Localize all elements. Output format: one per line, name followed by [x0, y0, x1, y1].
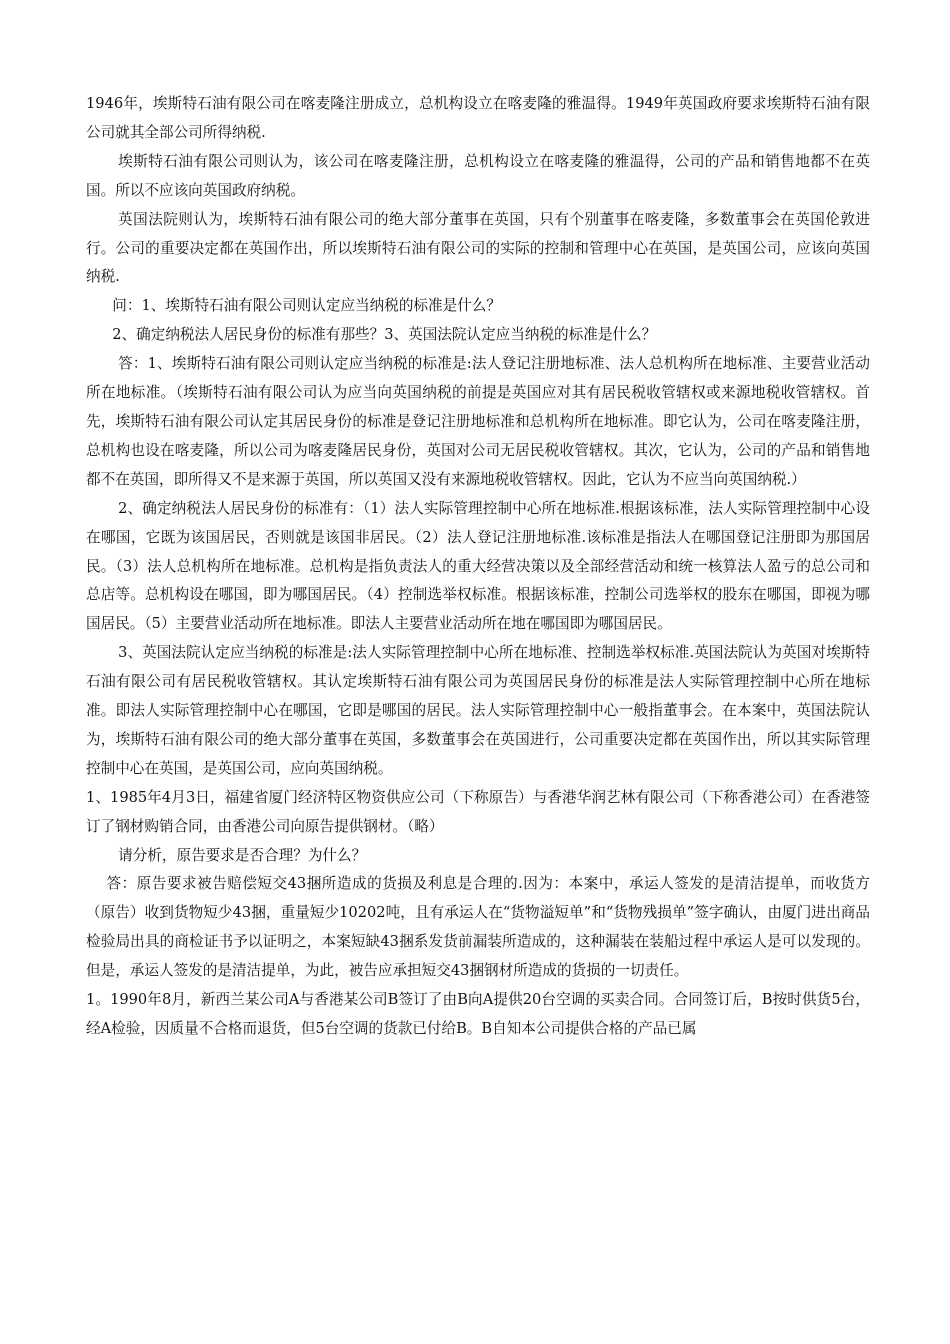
paragraph-case-3-intro: 1。1990年8月，新西兰某公司A与香港某公司B签订了由B向A提供20台空调的买卖合同。合同签订后，B按时供货5台，经A检验，因质量不合格而退货，但5台空调的货款已付给B。B自知本公司提供合格的产品已属 — [86, 991, 870, 1037]
paragraph-question-2-3: 2、确定纳税法人居民身份的标准有那些？3、英国法院认定应当纳税的标准是什么？ — [112, 326, 657, 344]
document-page — [86, 90, 870, 1044]
paragraph-answer-3: 3、英国法院认定应当纳税的标准是:法人实际管理控制中心所在地标准、控制选举权标准.英国法院认为英国对埃斯特石油有限公司有居民税收管辖权。其认定埃斯特石油有限公司为英国居民身份的标准是法人实际管理控制中心所在地标准。即法人实际管理控制中心在哪国，它即是哪国的居民。法人实际管理控制中心一般指董事会。在本案中，英国法院认为，埃斯特石油有限公司的绝大部分董事在英国，多数董事会在英国进行，公司重要决定都在英国作出，所以其实际管理控制中心在英国，是英国公司，应向英国纳税。 — [86, 644, 870, 777]
paragraph-company-view: 埃斯特石油有限公司则认为，该公司在喀麦隆注册，总机构设立在喀麦隆的雅温得，公司的产品和销售地都不在英国。所以不应该向英国政府纳税。 — [86, 152, 870, 199]
paragraph-question-1: 问：1、埃斯特石油有限公司则认定应当纳税的标准是什么？ — [112, 297, 501, 315]
paragraph-case-2-question: 请分析，原告要求是否合理？为什么？ — [118, 846, 367, 864]
paragraph-answer-2: 2、确定纳税法人居民身份的标准有：（1）法人实际管理控制中心所在地标准.根据该标准，法人实际管理控制中心设在哪国，它既为该国居民，否则就是该国非居民。（2）法人登记注册地标准.该标准是指法人在哪国登记注册即为那国居民。（3）法人总机构所在地标准。总机构是指负责法人的重大经营决策以及全部经营活动和统一核算法人盈亏的总公司和总店等。总机构设在哪国，即为哪国居民。（4）控制选举权标准。根据该标准，控制公司选举权的股东在哪国，即视为哪国居民。（5）主要营业活动所在地标准。即法人主要营业活动所在地在哪国即为哪国居民。 — [86, 499, 870, 633]
paragraph-case-2-intro: 1、1985年4月3日，福建省厦门经济特区物资供应公司（下称原告）与香港华润艺林有限公司（下称香港公司）在香港签订了钢材购销合同，由香港公司向原告提供钢材。（略） — [86, 788, 870, 835]
paragraph-case-2-answer: 答：原告要求被告赔偿短交43捆所造成的货损及利息是合理的.因为：本案中，承运人签发的是清洁提单，而收货方（原告）收到货物短少43捆，重量短少10202吨，且有承运人在“货物溢短单”和“货物残损单”签字确认，由厦门进出商品检验局出具的商检证书予以证明之，本案短缺43捆系发货前漏装所造成的，这种漏装在装船过程中承运人是可以发现的。但是，承运人签发的是清洁提单，为此，被告应承担短交43捆钢材所造成的货损的一切责任。 — [86, 875, 870, 980]
paragraph-answer-1: 答：1、埃斯特石油有限公司则认定应当纳税的标准是:法人登记注册地标准、法人总机构所在地标准、主要营业活动所在地标准。（埃斯特石油有限公司认为应当向英国纳税的前提是英国应对其有居民税收管辖权或来源地税收管辖权。首先，埃斯特石油有限公司认定其居民身份的标准是登记注册地标准和总机构所在地标准。即它认为，公司在喀麦隆注册，总机构也设在喀麦隆，所以公司为喀麦隆居民身份，英国对公司无居民税收管辖权。其次，它认为，公司的产品和销售地都不在英国，即所得又不是来源于英国，所以英国又没有来源地税收管辖权。因此，它认为不应当向英国纳税.） — [86, 355, 870, 488]
paragraph-court-view: 英国法院则认为，埃斯特石油有限公司的绝大部分董事在英国，只有个别董事在喀麦隆，多数董事会在英国伦敦进行。公司的重要决定都在英国作出，所以埃斯特石油有限公司的实际的控制和管理中心在英国，是英国公司，应该向英国纳税. — [86, 210, 870, 286]
paragraph-case-intro: 1946年，埃斯特石油有限公司在喀麦隆注册成立，总机构设立在喀麦隆的雅温得。1949年英国政府要求埃斯特石油有限公司就其全部公司所得纳税. — [86, 95, 870, 141]
